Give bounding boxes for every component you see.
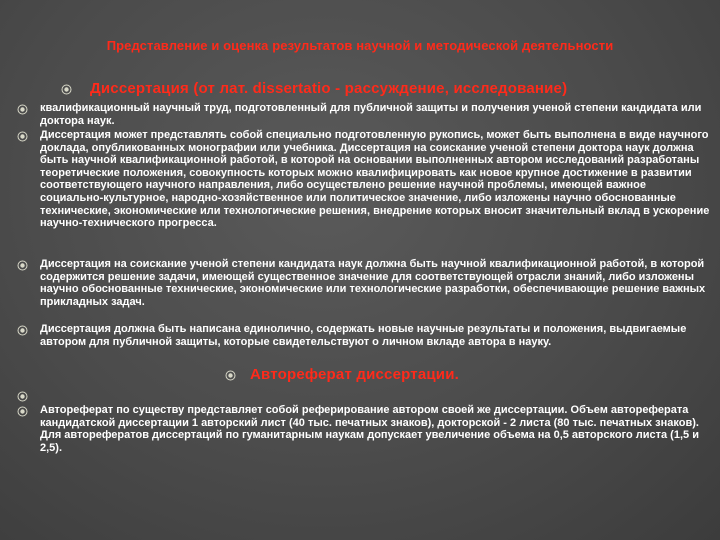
circled-bullet-icon	[16, 390, 28, 402]
circled-bullet-icon	[60, 83, 72, 95]
circled-bullet-icon	[16, 103, 28, 115]
paragraph-doctoral: Диссертация может представлять собой специально подготовленную рукопись, может быть выполнена в виде научного доклада, опубликованных монографии или учебника. Диссертация на соискание ученой степени доктора наук должна быть научной квалификационной работой, в которой на основании выполненных автором исследований разработаны теоретические положения, совокупность которых можно квалифицировать как новое крупное достижение в развитии соответствующего научного направления, либо осуществлено решение научной проблемы, имеющей важное социально-культурное, народно-хозяйственное или политическое значение, либо изложены научно обоснованные технические, экономические или технологические решения, внедрение которых вносит значительный вклад в ускорение научно-технического прогресса.	[40, 129, 710, 230]
circled-bullet-icon	[224, 369, 236, 381]
circled-bullet-icon	[16, 405, 28, 417]
heading-autoreferat: Автореферат диссертации.	[250, 366, 460, 383]
circled-bullet-icon	[16, 130, 28, 142]
paragraph-autoreferat: Автореферат по существу представляет собой реферирование автором своей же диссертации. Объем автореферата кандидатской диссертации 1 авторский лист (40 тыс. печатных знаков), докторской - 2 листа (80 тыс. печатных знаков). Для авторефератов диссертаций по гуманитарным наукам допускает увеличение объема на 0,5 авторского листа (1,5 и 2,5).	[40, 404, 699, 454]
heading-dissertation: Диссертация (от лат. dissertatio - рассуждение, исследование)	[90, 80, 568, 97]
paragraph-requirements: Диссертация должна быть написана единолично, содержать новые научные результаты и положения, выдвигаемые автором для публичной защиты, которые свидетельствуют о личном вкладе автора в науку.	[40, 323, 687, 348]
circled-bullet-icon	[16, 324, 28, 336]
slide-title: Представление и оценка результатов научной и методической деятельности	[106, 38, 614, 53]
paragraph-definition: квалификационный научный труд, подготовленный для публичной защиты и получения ученой степени кандидата или доктора наук.	[40, 102, 702, 127]
circled-bullet-icon	[16, 259, 28, 271]
paragraph-candidate: Диссертация на соискание ученой степени кандидата наук должна быть научной квалификационной работой, в которой содержится решение задачи, имеющей существенное значение для соответствующей отрасли знаний, либо изложены научно обоснованные технические, экономические или технологические разработки, обеспечивающие решение важных прикладных задач.	[40, 258, 706, 308]
